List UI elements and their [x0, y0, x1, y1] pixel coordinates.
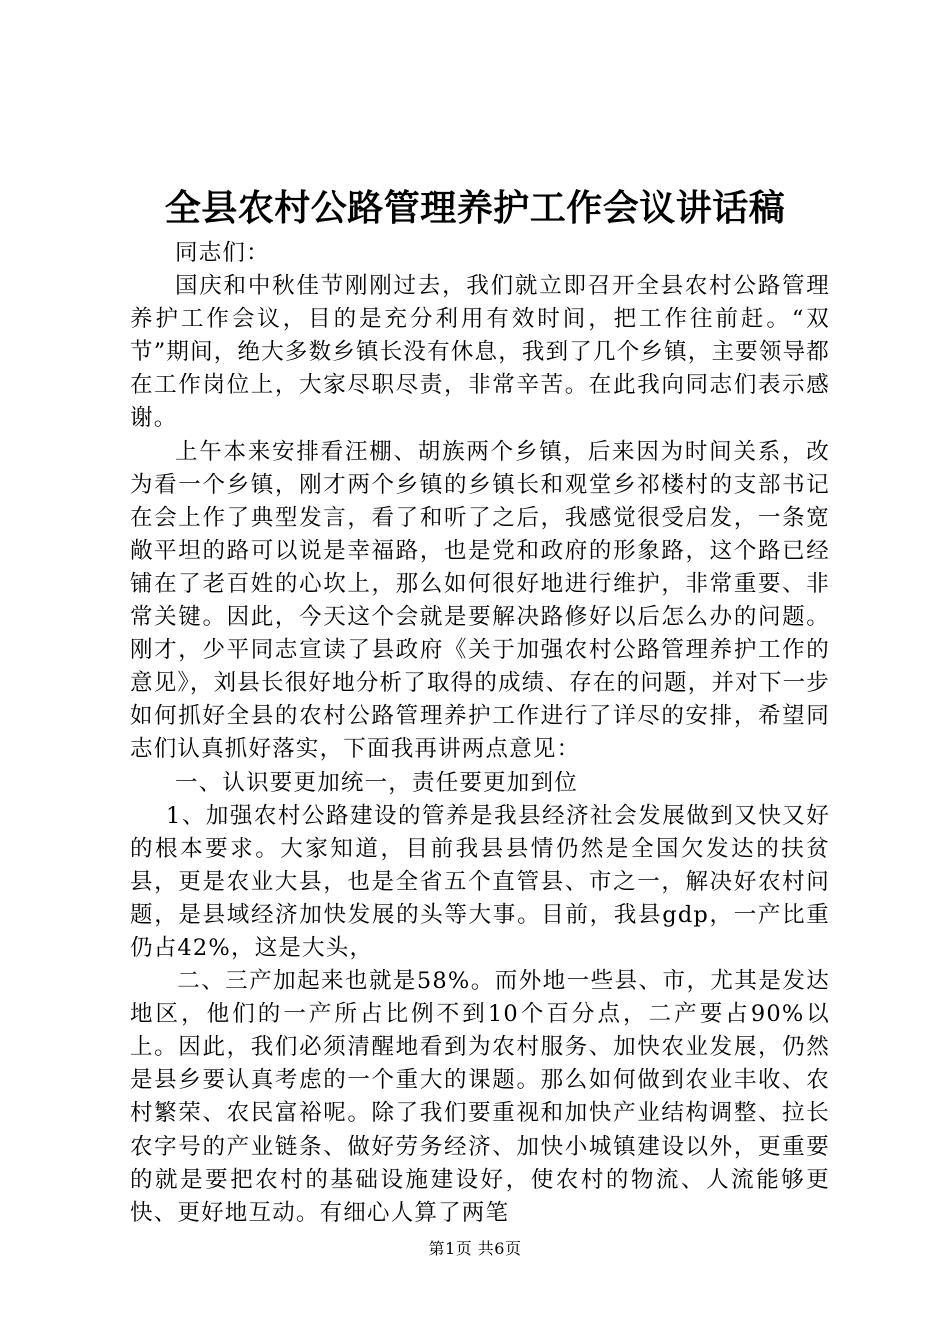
body-paragraph: 二、三产加起来也就是58%。而外地一些县、市，尤其是发达地区，他们的一产所占比例不到10个百分点，二产要占90%以上。因此，我们必须清醒地看到为农村服务、加快农业发展，仍然是县乡要认真考虑的一个重大的课题。那么如何做到农业丰收、农村繁荣、农民富裕呢。除了我们要重视和加快产业结构调整、拉长农字号的产业链条、做好劳务经济、加快小城镇建设以外，更重要的就是要把农村的基础设施建设好，使农村的物流、人流能够更快、更好地互动。有细心人算了两笔 — [130, 968, 830, 1226]
body-paragraph: 国庆和中秋佳节刚刚过去，我们就立即召开全县农村公路管理养护工作会议，目的是充分利用有效时间，把工作往前赶。“双节”期间，绝大多数乡镇长没有休息，我到了几个乡镇，主要领导都在工作岗位上，大家尽职尽责，非常辛苦。在此我向同志们表示感谢。 — [130, 273, 831, 432]
document-title: 全县农村公路管理养护工作会议讲话稿 — [164, 187, 786, 229]
salutation: 同志们： — [175, 240, 270, 266]
body-paragraph: 1、加强农村公路建设的管养是我县经济社会发展做到又快又好的根本要求。大家知道，目前我县县情仍然是全国欠发达的扶贫县，更是农业大县，也是全省五个直管县、市之一，解决好农村问题，是县域经济加快发展的头等大事。目前，我县gdp，一产比重仍占42%，这是大头， — [130, 802, 830, 961]
section-heading: 一、认识要更加统一，责任要更加到位 — [175, 769, 578, 796]
body-paragraph: 上午本来安排看汪棚、胡族两个乡镇，后来因为时间关系，改为看一个乡镇，刚才两个乡镇的乡镇长和观堂乡祁楼村的支部书记在会上作了典型发言，看了和听了之后，我感觉很受启发，一条宽敞平坦的路可以说是幸福路，也是党和政府的形象路，这个路已经铺在了老百姓的心坎上，那么如何很好地进行维护，非常重要、非常关键。因此，今天这个会就是要解决路修好以后怎么办的问题。刚才，少平同志宣读了县政府《关于加强农村公路管理养护工作的意见》，刘县长很好地分析了取得的成绩、存在的问题，并对下一步如何抓好全县的农村公路管理养护工作进行了详尽的安排，希望同志们认真抓好落实，下面我再讲两点意见： — [130, 438, 830, 763]
document-body — [130, 237, 830, 1230]
page-number-footer: 第1页 共6页 — [428, 1239, 522, 1258]
